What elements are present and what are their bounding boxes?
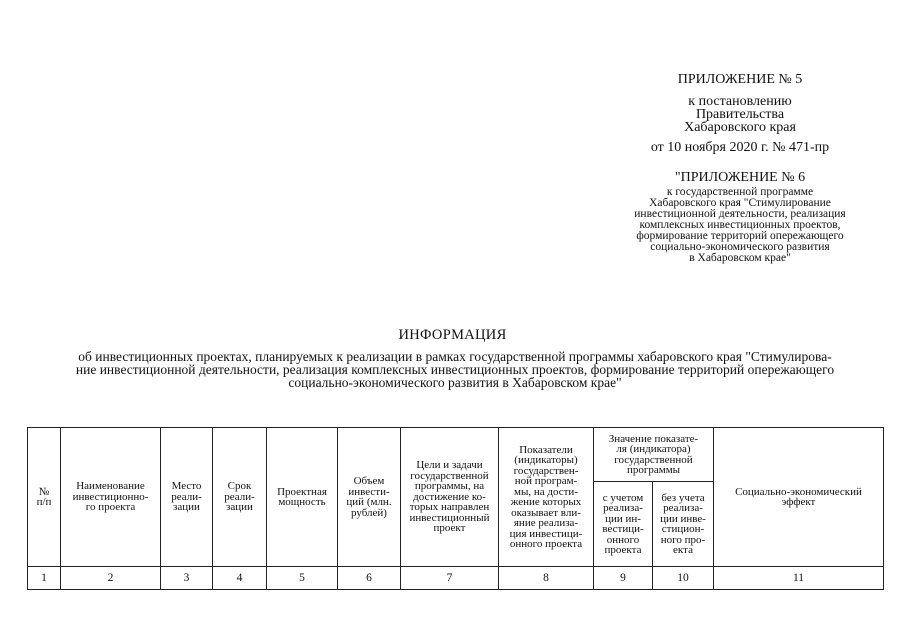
header-text: ной програм- <box>514 475 578 487</box>
appendix6-line: инвестиционной деятельности, реализация <box>634 208 846 220</box>
header-without-project <box>653 482 714 567</box>
header-text: Социально-экономический <box>735 485 862 498</box>
column-number: 3 <box>161 567 213 590</box>
header-text: ного про- <box>660 533 706 546</box>
appendix6-title: "ПРИЛОЖЕНИЕ № 6 <box>674 170 806 185</box>
column-number: 11 <box>714 567 884 590</box>
header-text: го проекта <box>85 501 136 514</box>
header-text: реализа- <box>603 502 643 515</box>
header-text: жение которых <box>510 496 582 508</box>
header-text: Показатели <box>519 443 573 456</box>
header-text: Наименование <box>76 480 145 493</box>
appendix5-line: Хабаровского края <box>684 120 796 135</box>
appendix6-line: формирование территорий опережающего <box>636 230 844 242</box>
header-text: с учетом <box>602 491 644 504</box>
header-text: программы <box>626 464 681 477</box>
header-indicators <box>499 428 594 567</box>
header-text: проекта <box>604 544 642 557</box>
column-number: 1 <box>28 567 61 590</box>
header-text: Значение показате- <box>608 432 699 445</box>
header-text: проект <box>433 522 466 535</box>
header-text: без учета <box>661 491 705 504</box>
header-socio-economic-effect <box>714 428 884 567</box>
header-with-project <box>594 482 653 567</box>
appendix5-line: к постановлению <box>688 94 792 109</box>
header-text: ции ин- <box>605 512 641 525</box>
header-text: инвестиционный <box>409 511 490 524</box>
header-capacity <box>267 428 338 567</box>
header-text: оказывает вли- <box>511 506 581 519</box>
appendix5-lines <box>670 95 810 134</box>
column-number: 4 <box>213 567 267 590</box>
column-number: 2 <box>61 567 161 590</box>
header-text: реали- <box>171 490 202 503</box>
header-text: мощность <box>278 496 326 508</box>
header-number <box>28 428 61 567</box>
column-number: 6 <box>338 567 401 590</box>
appendix6-line: социально-экономического развития <box>650 241 830 253</box>
header-text: государствен- <box>513 464 579 477</box>
appendix5-title: ПРИЛОЖЕНИЕ № 5 <box>677 72 803 87</box>
header-text: зации <box>173 501 200 514</box>
appendix6-lines <box>620 187 860 264</box>
header-text: Цели и задачи <box>416 459 483 472</box>
header-text: Объем <box>353 475 385 487</box>
header-text: мы, на дости- <box>514 485 578 498</box>
header-text: ля (индикатора) <box>616 443 691 456</box>
column-number: 7 <box>401 567 499 590</box>
column-number: 10 <box>653 567 714 590</box>
column-number: 8 <box>499 567 594 590</box>
header-text: эффект <box>781 496 816 508</box>
header-location <box>161 428 213 567</box>
appendix5-date: от 10 ноября 2020 г. № 471-пр <box>650 140 830 155</box>
info-subtitle-line: об инвестиционных проектах, планируемых к реализации в рамках государственной программы хабаровского края "Стимулирова- <box>78 349 832 364</box>
header-text: № <box>38 485 50 498</box>
header-text: ция инвестици- <box>509 527 583 540</box>
column-number: 9 <box>594 567 653 590</box>
header-term <box>213 428 267 567</box>
header-text: зации <box>226 501 253 514</box>
header-investment-volume <box>338 428 401 567</box>
header-text: онного <box>606 533 640 546</box>
header-text: инвести- <box>348 485 390 498</box>
header-text: государственной <box>410 469 489 482</box>
header-text: рублей) <box>351 506 387 519</box>
header-goals <box>401 428 499 567</box>
info-subtitle-line: социально-экономического развития в Хабаровском крае" <box>288 375 622 390</box>
header-text: вестици- <box>602 523 644 536</box>
header-project-name <box>61 428 161 567</box>
column-number: 5 <box>267 567 338 590</box>
appendix6-line: комплексных инвестиционных проектов, <box>639 219 841 231</box>
appendix6-line: к государственной программе <box>666 186 814 198</box>
info-subtitle-line: ние инвестиционной деятельности, реализация комплексных инвестиционных проектов, формирование территорий опережающего <box>75 362 835 377</box>
appendix6-line: в Хабаровском крае" <box>689 252 791 264</box>
header-text: онного проекта <box>509 538 583 550</box>
header-text: стицион- <box>661 523 705 536</box>
header-text: реализа- <box>663 502 703 515</box>
header-text: достижение ко- <box>413 490 486 503</box>
header-text: екта <box>673 544 693 557</box>
header-text: п/п <box>36 496 52 508</box>
header-text: Место <box>171 480 202 493</box>
info-title: ИНФОРМАЦИЯ <box>398 327 507 343</box>
header-text: государственной <box>614 453 693 466</box>
header-text: инвестиционно- <box>72 490 149 503</box>
header-text: реали- <box>224 490 255 503</box>
header-text: Проектная <box>277 485 327 498</box>
header-text: Срок <box>227 480 252 493</box>
header-text: ций (млн. <box>346 496 392 508</box>
appendix6-line: Хабаровского края "Стимулирование <box>649 197 831 209</box>
projects-table <box>27 427 884 590</box>
header-text: программы, на <box>414 480 485 493</box>
info-subtitle <box>25 350 885 389</box>
header-text: (индикаторы) <box>514 454 578 466</box>
header-text: яние реализа- <box>513 517 579 529</box>
header-text: торых направлен <box>409 501 490 514</box>
header-indicator-value-group <box>594 428 714 482</box>
appendix5-line: Правительства <box>695 107 785 122</box>
column-number-row <box>28 567 884 590</box>
header-text: ции инве- <box>660 512 706 525</box>
